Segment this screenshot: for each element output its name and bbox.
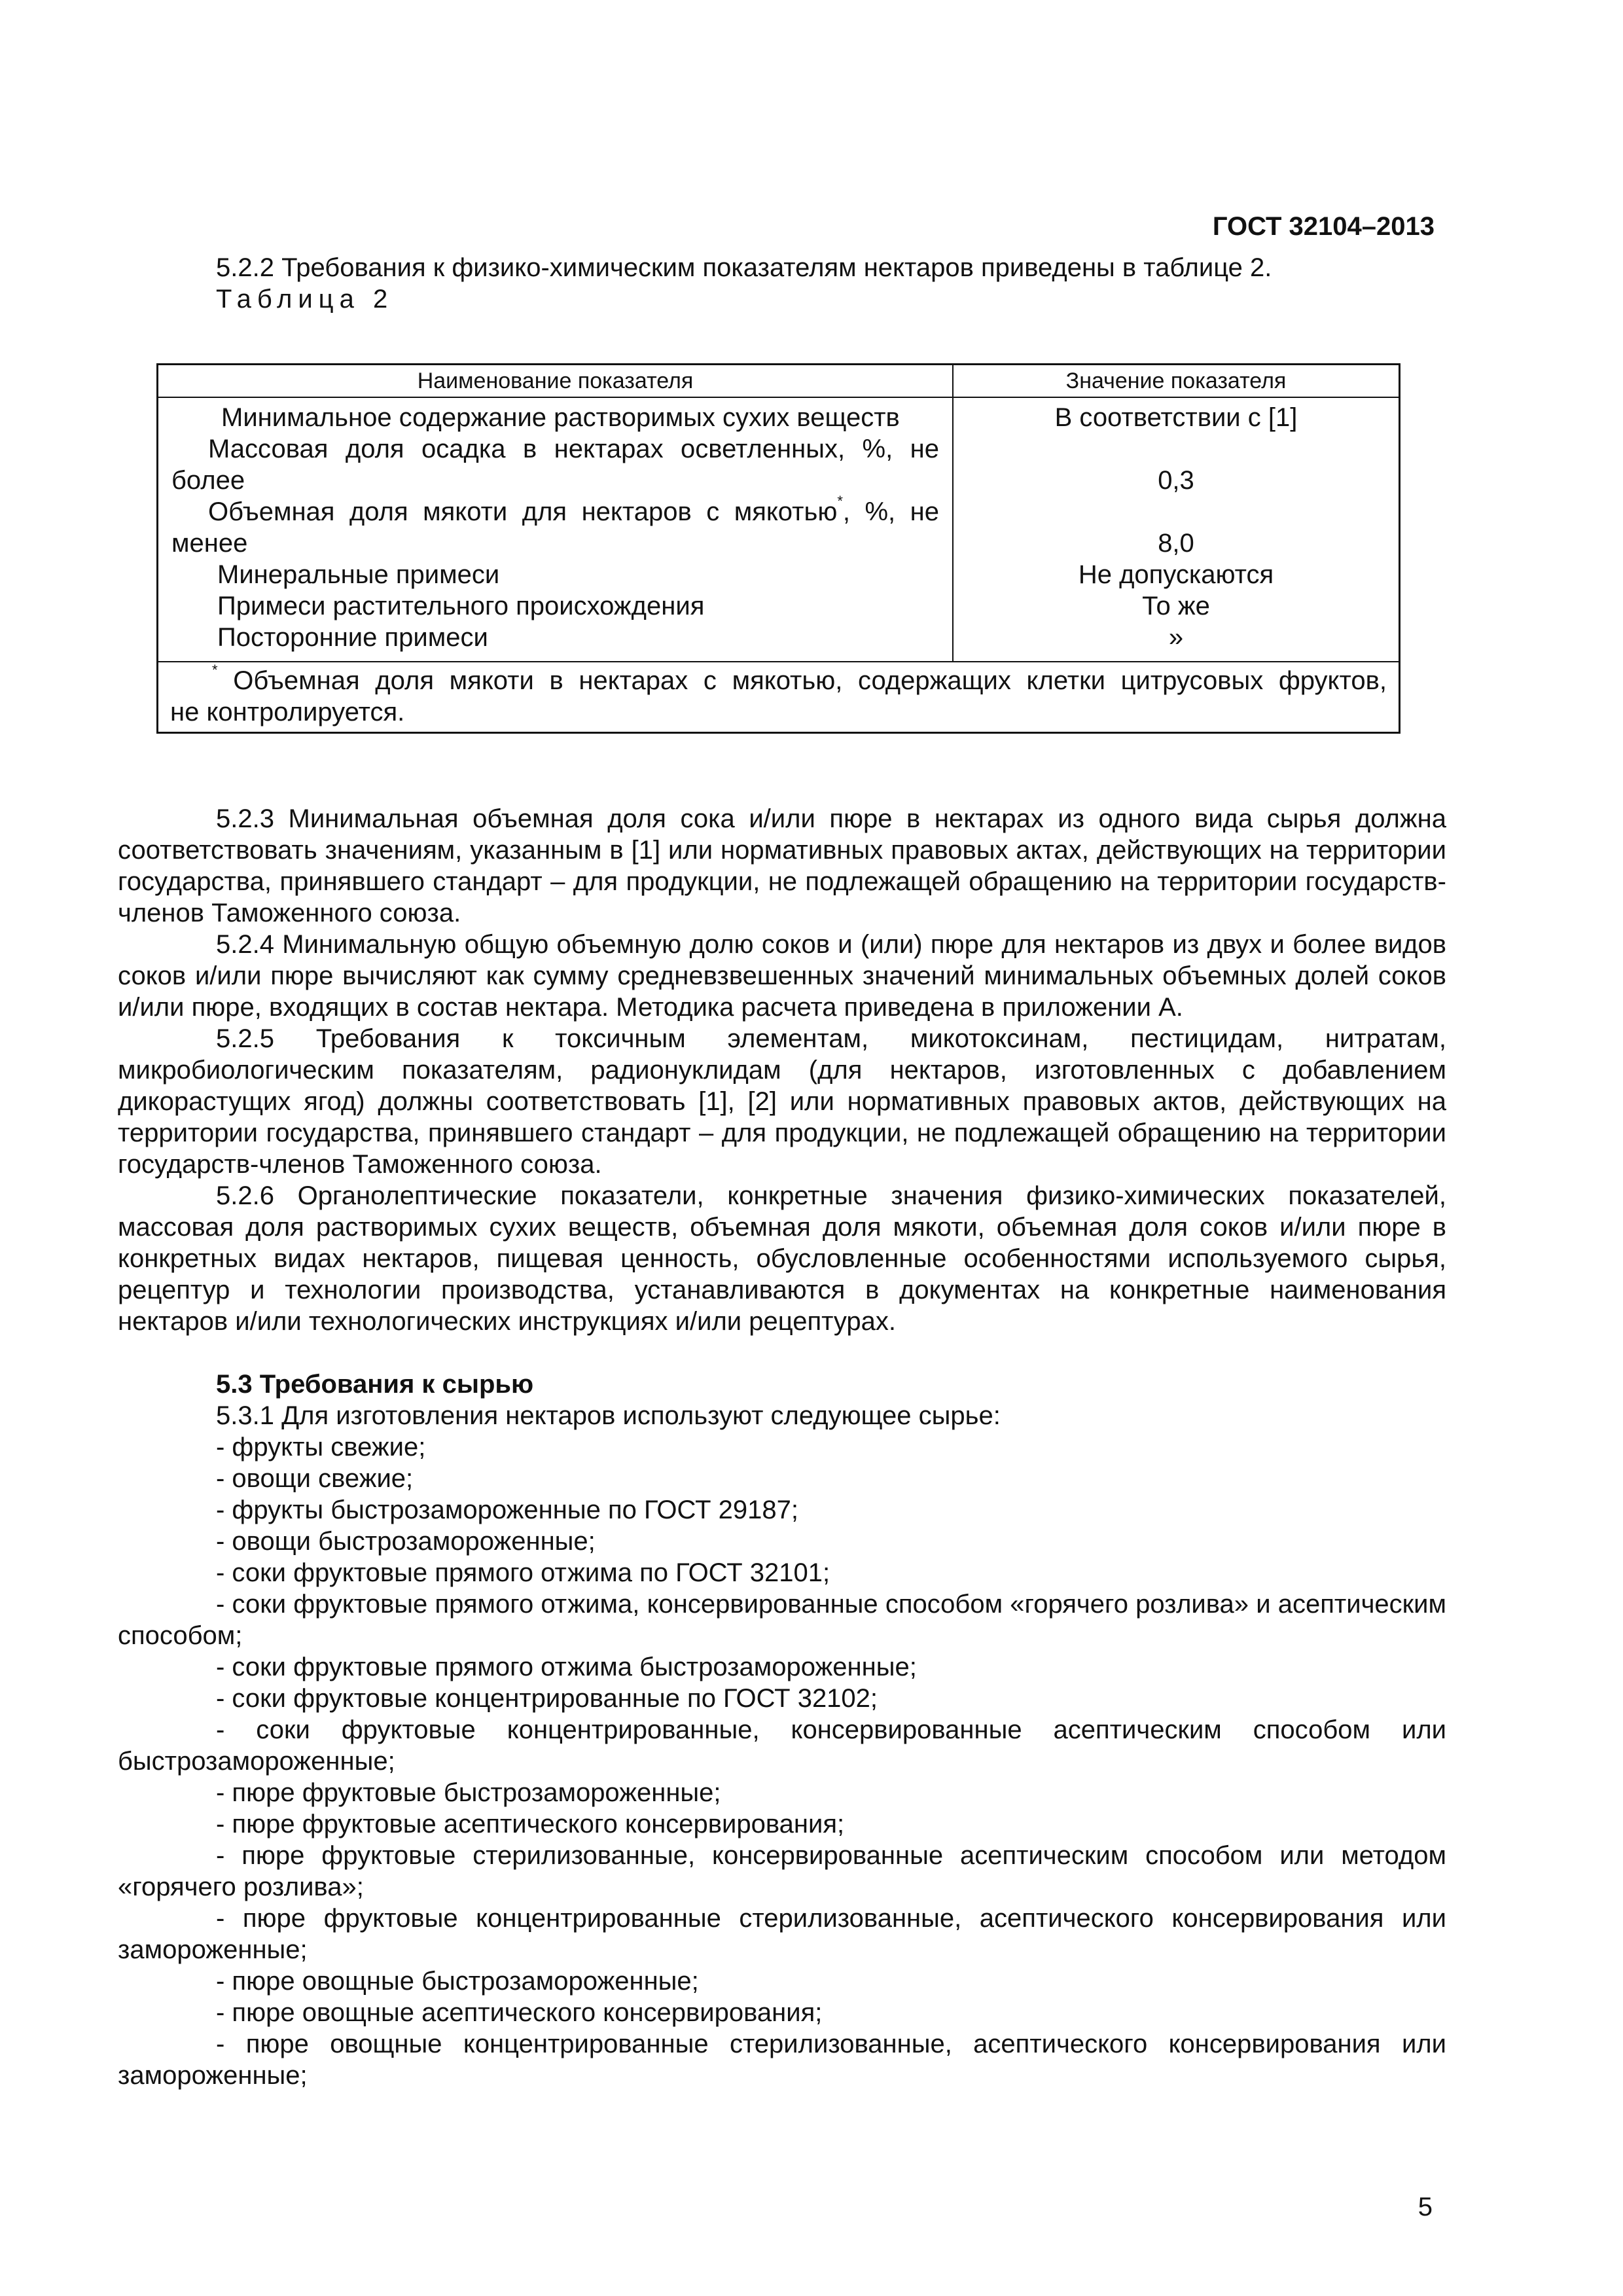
list-item: - соки фруктовые прямого отжима, консервированные способом «горячего розлива» и асептическим способом; (118, 1590, 1446, 1650)
section-lead: 5.3.1 Для изготовления нектаров используют следующее сырье: (216, 1401, 1001, 1430)
list-item: - овощи свежие; (216, 1464, 414, 1493)
table-footnote (158, 661, 1399, 732)
indicator-value: То же (1142, 592, 1210, 620)
list-item: - фрукты свежие; (216, 1433, 426, 1462)
indicator-name-continued: менее (171, 529, 248, 558)
standard-number: ГОСТ 32104–2013 (1212, 212, 1435, 241)
list-item: - пюре овощные концентрированные стерилизованные, асептического консервирования или замороженные; (118, 2030, 1446, 2090)
list-item: - соки фруктовые прямого отжима по ГОСТ 32101; (216, 1558, 830, 1587)
indicator-name-continued: более (171, 466, 245, 495)
table-caption: Таблица 2 (216, 285, 394, 314)
table-intro (216, 252, 1453, 315)
list-item: - пюре фруктовые быстрозамороженные; (216, 1778, 721, 1807)
table-body-row (158, 397, 1399, 661)
footnote-line (170, 662, 1387, 696)
list-item: - пюре овощные быстрозамороженные; (216, 1967, 699, 1996)
indicator-name: Примеси растительного происхождения (217, 592, 705, 620)
page-number: 5 (1418, 2193, 1433, 2221)
list-item: - пюре овощные асептического консервирования; (216, 1998, 823, 2027)
list-item: - фрукты быстрозамороженные по ГОСТ 29187; (216, 1496, 798, 1524)
indicator-names-cell (158, 397, 953, 661)
paragraph-5-2-5: 5.2.5 Требования к токсичным элементам, микотоксинам, пестицидам, нитратам, микробиологическим показателям, радионуклидам (для нектаров, изготовленных с добавлением дикорастущих ягод) должны соответствовать [1], [2] или нормативных правовых актов, действующих на территории государства, принявшего стандарт – для продукции, не подлежащей обращению на территории государств-членов Таможенного союза. (118, 1024, 1446, 1179)
indicator-name: Минеральные примеси (217, 560, 500, 589)
list-item: - пюре фруктовые асептического консервирования; (216, 1810, 845, 1839)
indicator-value: 0,3 (1158, 466, 1194, 495)
paragraph-5-2-3: 5.2.3 Минимальная объемная доля сока и/или пюре в нектарах из одного вида сырья должна соответствовать значениям, указанным в [1] или нормативных правовых актах, действующих на территории государства, принявшего стандарт – для продукции, не подлежащей обращению на территории государств-членов Таможенного союза. (118, 804, 1446, 927)
section-heading: 5.3 Требования к сырью (216, 1370, 534, 1399)
footnote-marker: * (837, 493, 843, 509)
indicator-values-cell (953, 397, 1399, 661)
table-header-row (158, 365, 1399, 397)
properties-table (156, 363, 1400, 734)
footnote-line-continued: не контролируется. (170, 698, 405, 726)
paragraph-5-2-4: 5.2.4 Минимальную общую объемную долю соков и (или) пюре для нектаров из двух и более видов соков и/или пюре вычисляют как сумму средневзвешенных значений минимальных объемных долей соков и/или пюре, входящих в состав нектара. Методика расчета приведена в приложении А. (118, 930, 1446, 1022)
list-item: - соки фруктовые прямого отжима быстрозамороженные; (216, 1653, 917, 1681)
indicator-name: Массовая доля осадка в нектарах осветленных, %, не (208, 435, 939, 463)
indicator-value: В соответствии с [1] (1054, 403, 1298, 432)
list-item: - соки фруктовые концентрированные, консервированные асептическим способом или быстрозамороженные; (118, 1715, 1446, 1776)
indicator-value: Не допускаются (1078, 560, 1274, 589)
intro-paragraph: 5.2.2 Требования к физико-химическим показателям нектаров приведены в таблице 2. (216, 253, 1272, 282)
column-header-name: Наименование показателя (158, 365, 953, 397)
footnote-marker: * (212, 662, 218, 678)
main-text (118, 803, 1446, 2091)
list-item: - овощи быстрозамороженные; (216, 1527, 596, 1556)
list-item: - соки фруктовые концентрированные по ГОСТ 32102; (216, 1684, 878, 1713)
indicator-name-text-after: , %, не (842, 497, 939, 526)
column-header-value: Значение показателя (953, 365, 1399, 397)
list-item: - пюре фруктовые стерилизованные, консервированные асептическим способом или методом «горячего розлива»; (118, 1841, 1446, 1901)
paragraph-5-2-6: 5.2.6 Органолептические показатели, конкретные значения физико-химических показателей, массовая доля растворимых сухих веществ, объемная доля мякоти, объемная доля соков и/или пюре в конкретных видах нектаров, пищевая ценность, обусловленные особенностями используемого сырья, рецептур и технологии производства, устанавливаются в документах на конкретные наименования нектаров и/или технологических инструкциях и/или рецептурах. (118, 1181, 1446, 1336)
indicator-name: Минимальное содержание растворимых сухих веществ (221, 403, 900, 432)
footnote-text: Объемная доля мякоти в нектарах с мякотью, содержащих клетки цитрусовых фруктов, (233, 666, 1387, 695)
indicator-value-spacer (960, 496, 1392, 528)
indicator-value-spacer (960, 433, 1392, 465)
indicator-value: » (1168, 623, 1184, 652)
list-item: - пюре фруктовые концентрированные стерилизованные, асептического консервирования или замороженные; (118, 1904, 1446, 1964)
indicator-name-text: Объемная доля мякоти для нектаров с мякотью (208, 497, 838, 526)
indicator-name: Посторонние примеси (217, 623, 488, 652)
indicator-value: 8,0 (1158, 529, 1194, 558)
indicator-name (171, 493, 939, 528)
